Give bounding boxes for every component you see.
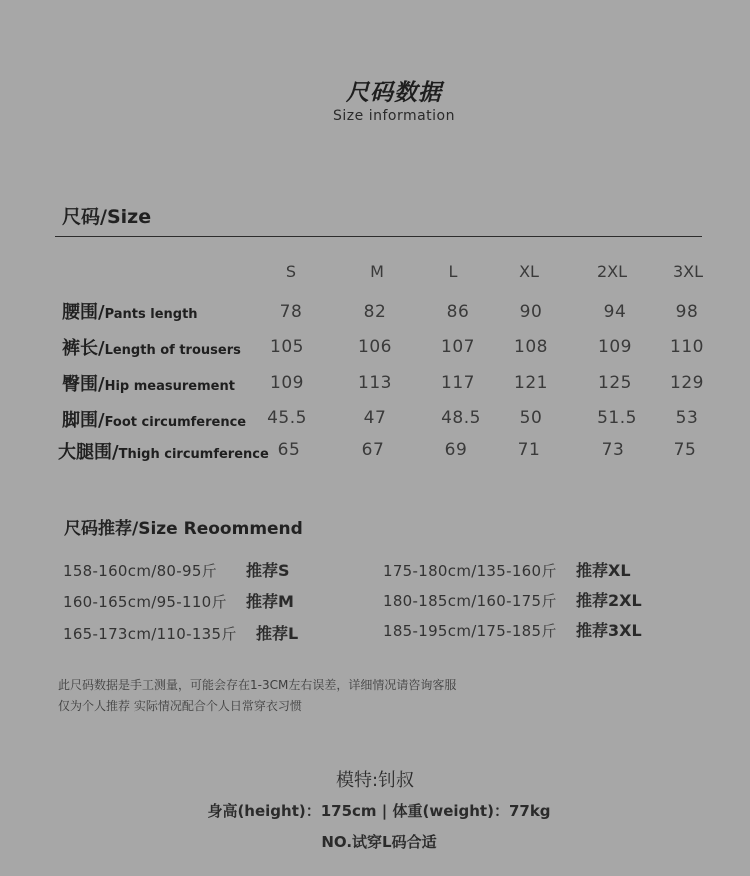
column-header-3xl: 3XL (672, 262, 704, 281)
table-cell: 69 (444, 440, 468, 460)
row-label-en: Foot circumference (104, 415, 247, 430)
row-label-en: Pants length (104, 307, 198, 322)
recommendation-note: 仅为个人推荐 实际情况配合个人日常穿衣习惯 (58, 699, 302, 713)
row-label-length-of-trousers (62, 334, 241, 360)
table-cell: 117 (441, 373, 475, 393)
column-header-m: M (370, 262, 384, 281)
recommend-range: 180-185cm/160-175斤 (383, 592, 557, 610)
table-cell: 107 (441, 337, 475, 357)
row-label-foot-circumference (62, 406, 246, 432)
recommend-range: 158-160cm/80-95斤 (63, 562, 217, 580)
column-header-2xl: 2XL (596, 262, 628, 281)
table-cell: 78 (279, 302, 303, 322)
table-cell: 71 (517, 440, 541, 460)
row-label-hip-measurement (62, 370, 235, 396)
table-cell: 86 (446, 302, 470, 322)
recommend-range: 165-173cm/110-135斤 (63, 625, 237, 643)
table-cell: 67 (361, 440, 385, 460)
row-label-cn: 大腿围/ (58, 442, 119, 463)
table-cell: 75 (673, 440, 697, 460)
row-label-en: Thigh circumference (118, 447, 269, 462)
table-cell: 51.5 (597, 408, 637, 428)
table-cell: 125 (598, 373, 632, 393)
table-cell: 129 (670, 373, 704, 393)
size-section-heading: 尺码/Size (62, 206, 152, 228)
row-label-cn: 臀围/ (62, 374, 105, 395)
page-title: 尺码数据 (346, 80, 442, 106)
model-fit-note: NO.试穿L码合适 (321, 833, 437, 851)
model-measurements: 身高(height)：175cm | 体重(weight)：77kg (207, 802, 551, 820)
recommend-size-tag: 推荐3XL (576, 621, 642, 640)
recommend-range: 185-195cm/175-185斤 (383, 622, 557, 640)
table-cell: 98 (675, 302, 699, 322)
recommend-size-tag: 推荐L (256, 624, 299, 643)
measurement-note: 此尺码数据是手工测量，可能会存在1-3CM左右误差，详细情况请咨询客服 (58, 678, 457, 692)
table-cell: 65 (277, 440, 301, 460)
recommend-size-tag: 推荐S (246, 561, 290, 580)
column-header-s: S (285, 262, 297, 281)
column-header-xl: XL (519, 262, 539, 281)
table-cell: 121 (514, 373, 548, 393)
recommend-size-tag: 推荐XL (576, 561, 631, 580)
row-label-cn: 裤长/ (62, 338, 105, 359)
page-subtitle: Size information (333, 108, 455, 124)
model-title: 模特:钊叔 (335, 770, 415, 791)
table-cell: 106 (358, 337, 392, 357)
row-label-pants-length (62, 298, 198, 324)
table-cell: 109 (598, 337, 632, 357)
recommend-size-tag: 推荐2XL (576, 591, 642, 610)
table-cell: 108 (514, 337, 548, 357)
recommend-range: 175-180cm/135-160斤 (383, 562, 557, 580)
row-label-thigh-circumference (58, 438, 269, 464)
section-divider (55, 236, 702, 237)
row-label-en: Hip measurement (104, 379, 235, 394)
table-cell: 110 (670, 337, 704, 357)
table-cell: 47 (363, 408, 387, 428)
table-cell: 90 (519, 302, 543, 322)
table-cell: 53 (675, 408, 699, 428)
table-cell: 105 (270, 337, 304, 357)
table-cell: 82 (363, 302, 387, 322)
column-header-l: L (448, 262, 458, 281)
recommend-range: 160-165cm/95-110斤 (63, 593, 227, 611)
table-cell: 50 (519, 408, 543, 428)
row-label-cn: 脚围/ (62, 410, 105, 431)
table-cell: 109 (270, 373, 304, 393)
row-label-cn: 腰围/ (62, 302, 105, 323)
recommend-section-heading: 尺码推荐/Size Reoommend (64, 519, 303, 539)
table-cell: 73 (601, 440, 625, 460)
table-cell: 113 (358, 373, 392, 393)
table-cell: 45.5 (267, 408, 307, 428)
table-cell: 94 (603, 302, 627, 322)
recommend-size-tag: 推荐M (246, 592, 294, 611)
table-cell: 48.5 (441, 408, 481, 428)
row-label-en: Length of trousers (104, 343, 241, 358)
